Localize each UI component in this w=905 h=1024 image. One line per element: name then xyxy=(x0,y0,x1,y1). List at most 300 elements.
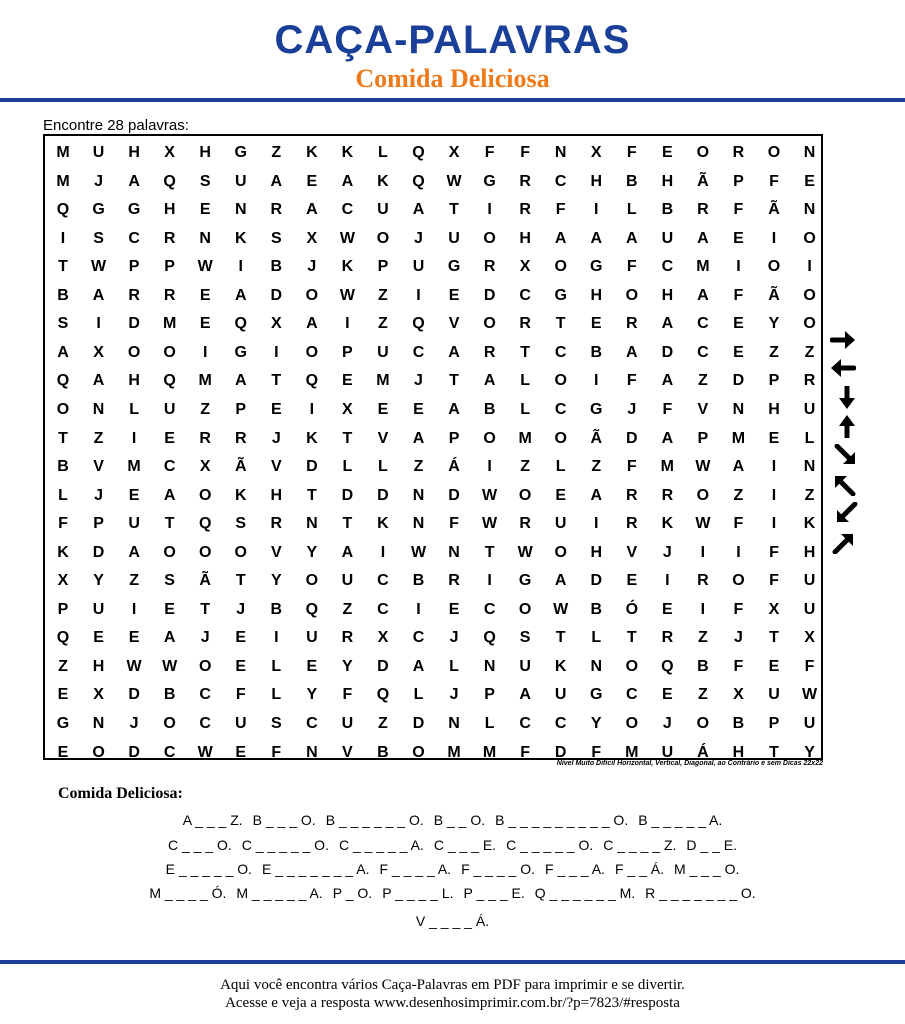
grid-letter: T xyxy=(342,429,353,447)
grid-letter: P xyxy=(768,715,780,732)
grid-letter: A xyxy=(92,372,105,390)
grid-letter: A xyxy=(412,429,425,447)
word-hint: F _ _ _ _ A. xyxy=(379,861,452,877)
grid-letter: Z xyxy=(271,144,282,161)
grid-letter: X xyxy=(306,229,318,247)
grid-letter: O xyxy=(767,258,781,276)
grid-letter: U xyxy=(768,686,780,704)
grid-letter: I xyxy=(131,600,137,618)
grid-letter: R xyxy=(626,486,638,504)
grid-letter: L xyxy=(413,686,424,704)
grid-letter: N xyxy=(732,400,745,418)
grid-letter: G xyxy=(92,201,105,219)
grid-letter: I xyxy=(274,629,279,647)
arrow-down-icon xyxy=(834,386,860,410)
grid-letter: I xyxy=(665,572,670,590)
grid-letter: Z xyxy=(93,429,104,447)
word-hint: F _ _ _ _ O. xyxy=(461,861,536,877)
grid-letter: I xyxy=(700,600,706,618)
grid-letter: M xyxy=(518,429,532,447)
grid-letter: Y xyxy=(270,572,282,590)
grid-letter: Z xyxy=(591,458,602,476)
grid-letter: E xyxy=(768,429,780,447)
grid-letter: I xyxy=(96,315,101,333)
grid-letter: F xyxy=(626,144,637,161)
grid-letter: G xyxy=(56,715,70,732)
grid-letter: L xyxy=(271,686,282,704)
grid-letter: B xyxy=(626,172,638,190)
grid-letter: P xyxy=(448,429,460,447)
grid-letter: M xyxy=(56,144,70,161)
grid-letter: P xyxy=(235,400,247,418)
grid-letter: A xyxy=(57,343,69,361)
grid-letter: I xyxy=(771,515,777,533)
footer-line-2: Acesse e veja a resposta www.desenhosimprimir.com.br/?p=7823/#resposta xyxy=(225,995,680,1011)
grid-letter: N xyxy=(803,458,816,476)
grid-letter: M xyxy=(625,743,639,761)
grid-letter: I xyxy=(131,429,137,447)
grid-letter: U xyxy=(234,172,247,190)
grid-letter: P xyxy=(128,258,140,276)
word-list-row xyxy=(0,836,905,854)
grid-letter: P xyxy=(164,258,175,276)
grid-letter: Q xyxy=(483,629,496,647)
grid-letter: Y xyxy=(768,315,780,333)
grid-letter: A xyxy=(163,629,176,647)
word-hint: C _ _ _ _ Z. xyxy=(603,837,677,853)
grid-letter: U xyxy=(448,229,460,247)
grid-letter: Z xyxy=(200,400,211,418)
grid-letter: Q xyxy=(198,515,212,533)
grid-letter: M xyxy=(198,372,212,390)
grid-letter: I xyxy=(736,543,741,561)
grid-letter: O xyxy=(376,229,390,247)
grid-letter: O xyxy=(554,258,567,276)
grid-letter: R xyxy=(661,629,674,647)
grid-letter: A xyxy=(448,343,460,361)
grid-letter: X xyxy=(164,144,175,161)
grid-letter: G xyxy=(590,686,603,704)
grid-letter: F xyxy=(235,686,246,704)
grid-letter: C xyxy=(128,229,140,247)
grid-letter: F xyxy=(520,743,531,761)
word-hint: M _ _ _ _ _ A. xyxy=(236,885,323,901)
grid-letter: I xyxy=(700,543,706,561)
grid-letter: F xyxy=(804,657,815,675)
grid-letter: G xyxy=(234,144,247,161)
grid-letter: R xyxy=(519,201,531,219)
grid-letter: Q xyxy=(412,144,425,161)
grid-letter: R xyxy=(234,429,247,447)
grid-letter: P xyxy=(57,600,69,618)
grid-letter: K xyxy=(377,515,389,533)
word-list-row xyxy=(0,811,905,829)
grid-letter: N xyxy=(306,515,318,533)
grid-letter: P xyxy=(342,343,353,361)
grid-letter: U xyxy=(234,715,247,732)
grid-letter: A xyxy=(270,172,283,190)
grid-letter: T xyxy=(58,429,68,447)
word-search-grid xyxy=(43,134,823,760)
grid-letter: P xyxy=(93,515,104,533)
grid-letter: I xyxy=(345,315,350,333)
grid-letter: C xyxy=(519,286,531,304)
grid-letter: L xyxy=(555,458,566,476)
grid-letter: F xyxy=(626,258,637,276)
grid-letter: S xyxy=(235,515,247,533)
grid-letter: C xyxy=(163,458,176,476)
grid-letter: J xyxy=(662,715,672,732)
grid-letter: Q xyxy=(163,172,176,190)
grid-letter: C xyxy=(377,572,389,590)
grid-letter: E xyxy=(342,372,353,390)
page-subtitle: Comida Deliciosa xyxy=(355,64,550,93)
grid-letter: X xyxy=(93,343,104,361)
grid-letter: O xyxy=(803,315,816,333)
grid-letter: H xyxy=(128,144,140,161)
grid-letter: V xyxy=(342,743,353,761)
grid-letter: E xyxy=(662,144,673,161)
grid-letter: K xyxy=(306,429,318,447)
grid-letter: Z xyxy=(378,286,388,304)
grid-letter: K xyxy=(341,144,354,161)
grid-letter: Q xyxy=(56,372,70,390)
grid-letter: O xyxy=(127,343,141,361)
grid-letter: B xyxy=(163,686,176,704)
grid-letter: G xyxy=(590,258,603,276)
grid-letter: M xyxy=(696,258,710,276)
grid-letter: W xyxy=(482,515,498,533)
grid-letter: V xyxy=(270,458,282,476)
grid-letter: M xyxy=(482,743,497,761)
grid-letter: U xyxy=(661,743,674,761)
grid-letter: R xyxy=(128,286,140,304)
word-hint: A _ _ _ Z. xyxy=(182,812,243,828)
grid-letter: G xyxy=(590,400,603,418)
grid-letter: L xyxy=(449,657,459,675)
grid-letter: I xyxy=(202,343,208,361)
grid-letter: H xyxy=(661,172,674,190)
grid-letter: L xyxy=(271,657,282,675)
grid-letter: Y xyxy=(804,743,815,761)
word-hint: C _ _ _ _ _ O. xyxy=(241,837,329,853)
grid-letter: L xyxy=(484,715,495,732)
grid-letter: A xyxy=(128,172,140,190)
grid-letter: Ã xyxy=(590,429,603,447)
grid-letter: U xyxy=(92,144,105,161)
grid-letter: O xyxy=(234,543,247,561)
grid-letter: T xyxy=(449,201,459,219)
grid-letter: L xyxy=(626,201,637,219)
grid-letter: F xyxy=(733,201,744,219)
grid-letter: Q xyxy=(56,201,70,219)
grid-letter: E xyxy=(555,486,567,504)
grid-letter: G xyxy=(234,343,247,361)
grid-letter: T xyxy=(769,743,779,761)
grid-letter: B xyxy=(661,201,674,219)
grid-letter: B xyxy=(57,458,69,476)
grid-letter: B xyxy=(590,343,603,361)
grid-letter: O xyxy=(696,144,710,161)
grid-letter: F xyxy=(591,743,602,761)
grid-letter: F xyxy=(769,172,779,190)
grid-letter: B xyxy=(483,400,496,418)
grid-letter: A xyxy=(626,343,638,361)
grid-letter: T xyxy=(520,343,531,361)
grid-letter: E xyxy=(733,315,744,333)
grid-letter: O xyxy=(198,657,212,675)
grid-letter: M xyxy=(660,458,674,476)
grid-letter: G xyxy=(127,201,141,219)
grid-letter: W xyxy=(695,515,711,533)
grid-letter: P xyxy=(768,372,780,390)
grid-letter: E xyxy=(128,486,140,504)
grid-letter: B xyxy=(57,286,69,304)
grid-letter: A xyxy=(590,486,603,504)
grid-letter: W xyxy=(695,458,711,476)
grid-letter: R xyxy=(697,572,709,590)
grid-letter: Q xyxy=(661,657,674,675)
arrow-up-icon xyxy=(834,414,860,438)
grid-letter: B xyxy=(412,572,425,590)
grid-letter: B xyxy=(697,657,709,675)
grid-letter: F xyxy=(626,372,637,390)
grid-letter: X xyxy=(199,458,211,476)
grid-letter: Z xyxy=(698,372,708,390)
word-list-row xyxy=(0,884,905,902)
grid-letter: E xyxy=(590,315,602,333)
grid-letter: Á xyxy=(448,458,460,476)
grid-letter: T xyxy=(555,315,566,333)
grid-letter: K xyxy=(554,657,567,675)
grid-letter: D xyxy=(732,372,745,390)
grid-letter: H xyxy=(803,543,816,561)
grid-letter: A xyxy=(163,486,176,504)
grid-letter: D xyxy=(377,486,389,504)
word-hint: P _ _ _ E. xyxy=(463,885,525,901)
grid-letter: Z xyxy=(58,657,68,675)
grid-letter: J xyxy=(449,629,459,647)
grid-letter: Á xyxy=(697,743,709,761)
grid-letter: J xyxy=(414,229,423,247)
grid-letter: T xyxy=(200,600,211,618)
word-hint: F _ _ _ A. xyxy=(545,861,605,877)
grid-letter: O xyxy=(625,286,639,304)
grid-letter: A xyxy=(626,229,638,247)
grid-letter: R xyxy=(519,172,531,190)
grid-letter: F xyxy=(449,515,459,533)
grid-letter: C xyxy=(199,715,211,732)
grid-letter: D xyxy=(341,486,354,504)
grid-letter: X xyxy=(270,315,282,333)
grid-letter: Q xyxy=(412,315,425,333)
grid-letter: D xyxy=(128,315,140,333)
grid-letter: Z xyxy=(378,315,388,333)
grid-letter: P xyxy=(697,429,709,447)
grid-letter: W xyxy=(446,172,462,190)
grid-letter: E xyxy=(235,629,247,647)
grid-letter: F xyxy=(733,657,744,675)
grid-letter: H xyxy=(590,172,603,190)
grid-letter: A xyxy=(661,429,674,447)
grid-letter: R xyxy=(163,286,176,304)
grid-letter: N xyxy=(483,657,496,675)
grid-letter: D xyxy=(661,343,674,361)
grid-letter: R xyxy=(626,315,638,333)
grid-letter: J xyxy=(449,686,459,704)
grid-letter: Q xyxy=(305,372,319,390)
grid-letter: N xyxy=(412,486,425,504)
grid-letter: Z xyxy=(413,458,424,476)
grid-letter: E xyxy=(662,686,673,704)
grid-letter: O xyxy=(198,543,212,561)
grid-letter: N xyxy=(448,715,460,732)
grid-letter: U xyxy=(554,515,567,533)
grid-letter: C xyxy=(554,400,567,418)
grid-letter: G xyxy=(483,172,496,190)
word-hint: B _ _ _ _ _ _ _ _ _ O. xyxy=(495,812,629,828)
grid-letter: C xyxy=(554,172,567,190)
grid-letter: K xyxy=(234,229,247,247)
grid-letter: F xyxy=(733,600,744,618)
grid-letter: S xyxy=(270,715,282,732)
word-hint: E _ _ _ _ _ O. xyxy=(165,861,253,877)
grid-letter: E xyxy=(93,629,104,647)
grid-letter: W xyxy=(126,657,142,675)
grid-letter: C xyxy=(554,715,567,732)
grid-letter: S xyxy=(270,229,282,247)
grid-letter: I xyxy=(771,229,777,247)
grid-letter: R xyxy=(626,515,638,533)
grid-letter: Ã xyxy=(768,201,780,219)
grid-letter: T xyxy=(306,486,317,504)
grid-letter: G xyxy=(447,258,461,276)
arrow-left-icon xyxy=(830,356,856,380)
grid-letter: K xyxy=(306,144,318,161)
grid-letter: X xyxy=(768,600,780,618)
grid-letter: T xyxy=(164,515,175,533)
grid-letter: C xyxy=(341,201,354,219)
grid-letter: I xyxy=(274,343,279,361)
grid-letter: X xyxy=(342,400,353,418)
grid-letter: F xyxy=(769,572,779,590)
grid-letter: J xyxy=(94,486,103,504)
grid-letter: C xyxy=(519,715,531,732)
grid-letter: S xyxy=(57,315,69,333)
grid-letter: W xyxy=(801,686,818,704)
grid-letter: I xyxy=(736,258,741,276)
grid-letter: C xyxy=(306,715,318,732)
grid-letter: F xyxy=(626,458,637,476)
grid-letter: E xyxy=(306,657,318,675)
grid-letter: A xyxy=(483,372,496,390)
grid-letter: H xyxy=(590,543,603,561)
grid-letter: Ã xyxy=(199,572,211,590)
grid-letter: N xyxy=(554,144,567,161)
grid-letter: O xyxy=(696,486,710,504)
grid-letter: G xyxy=(554,286,567,304)
grid-letter: D xyxy=(128,743,140,761)
grid-letter: F xyxy=(520,144,531,161)
grid-letter: D xyxy=(590,572,603,590)
grid-letter: A xyxy=(448,400,460,418)
grid-letter: Z xyxy=(378,715,388,732)
grid-letter: Ã xyxy=(768,286,780,304)
grid-letter: F xyxy=(769,543,779,561)
grid-letter: H xyxy=(92,657,105,675)
grid-letter: R xyxy=(519,515,531,533)
grid-letter: U xyxy=(92,600,105,618)
grid-letter: I xyxy=(594,515,599,533)
grid-letter: O xyxy=(483,229,496,247)
grid-letter: V xyxy=(377,429,389,447)
grid-letter: C xyxy=(697,343,709,361)
grid-letter: Z xyxy=(698,629,708,647)
grid-letter: K xyxy=(57,543,69,561)
grid-letter: R xyxy=(341,629,354,647)
word-hint: C _ _ _ _ _ O. xyxy=(506,837,594,853)
grid-letter: I xyxy=(416,286,421,304)
grid-letter: B xyxy=(270,258,283,276)
grid-letter: Q xyxy=(163,372,176,390)
grid-letter: M xyxy=(731,429,746,447)
grid-letter: F xyxy=(555,201,566,219)
grid-letter: H xyxy=(270,486,283,504)
grid-letter: M xyxy=(376,372,390,390)
grid-letter: I xyxy=(771,486,777,504)
grid-letter: T xyxy=(555,629,566,647)
grid-letter: A xyxy=(697,286,709,304)
grid-letter: E xyxy=(626,572,638,590)
grid-letter: O xyxy=(305,572,319,590)
grid-letter: M xyxy=(162,315,177,333)
grid-letter: D xyxy=(554,743,567,761)
grid-letter: X xyxy=(733,686,744,704)
grid-letter: A xyxy=(590,229,603,247)
grid-letter: J xyxy=(94,172,103,190)
grid-letter: K xyxy=(803,515,816,533)
grid-letter: U xyxy=(128,515,140,533)
grid-letter: Z xyxy=(342,600,353,618)
grid-letter: H xyxy=(590,286,603,304)
grid-letter: A xyxy=(234,286,247,304)
grid-letter: Y xyxy=(306,686,318,704)
grid-letter: T xyxy=(58,258,68,276)
grid-letter: N xyxy=(803,201,816,219)
grid-letter: I xyxy=(594,372,599,390)
grid-letter: O xyxy=(696,715,710,732)
grid-letter: N xyxy=(590,657,603,675)
grid-letter: F xyxy=(484,144,495,161)
grid-letter: C xyxy=(483,600,496,618)
grid-letter: N xyxy=(803,144,816,161)
grid-letter: Z xyxy=(804,343,815,361)
word-hint: C _ _ _ O. xyxy=(167,837,232,853)
grid-letter: N xyxy=(234,201,247,219)
grid-letter: V xyxy=(697,400,709,418)
word-hint: C _ _ _ E. xyxy=(433,837,497,853)
grid-letter: M xyxy=(127,458,141,476)
grid-letter: C xyxy=(163,743,176,761)
grid-letter: J xyxy=(662,543,672,561)
word-hint: M _ _ _ O. xyxy=(673,861,740,877)
grid-letter: X xyxy=(448,144,460,161)
grid-letter: Z xyxy=(129,572,139,590)
word-list-row xyxy=(0,912,905,930)
grid-letter: O xyxy=(305,343,319,361)
grid-letter: C xyxy=(626,686,638,704)
grid-letter: O xyxy=(518,486,532,504)
